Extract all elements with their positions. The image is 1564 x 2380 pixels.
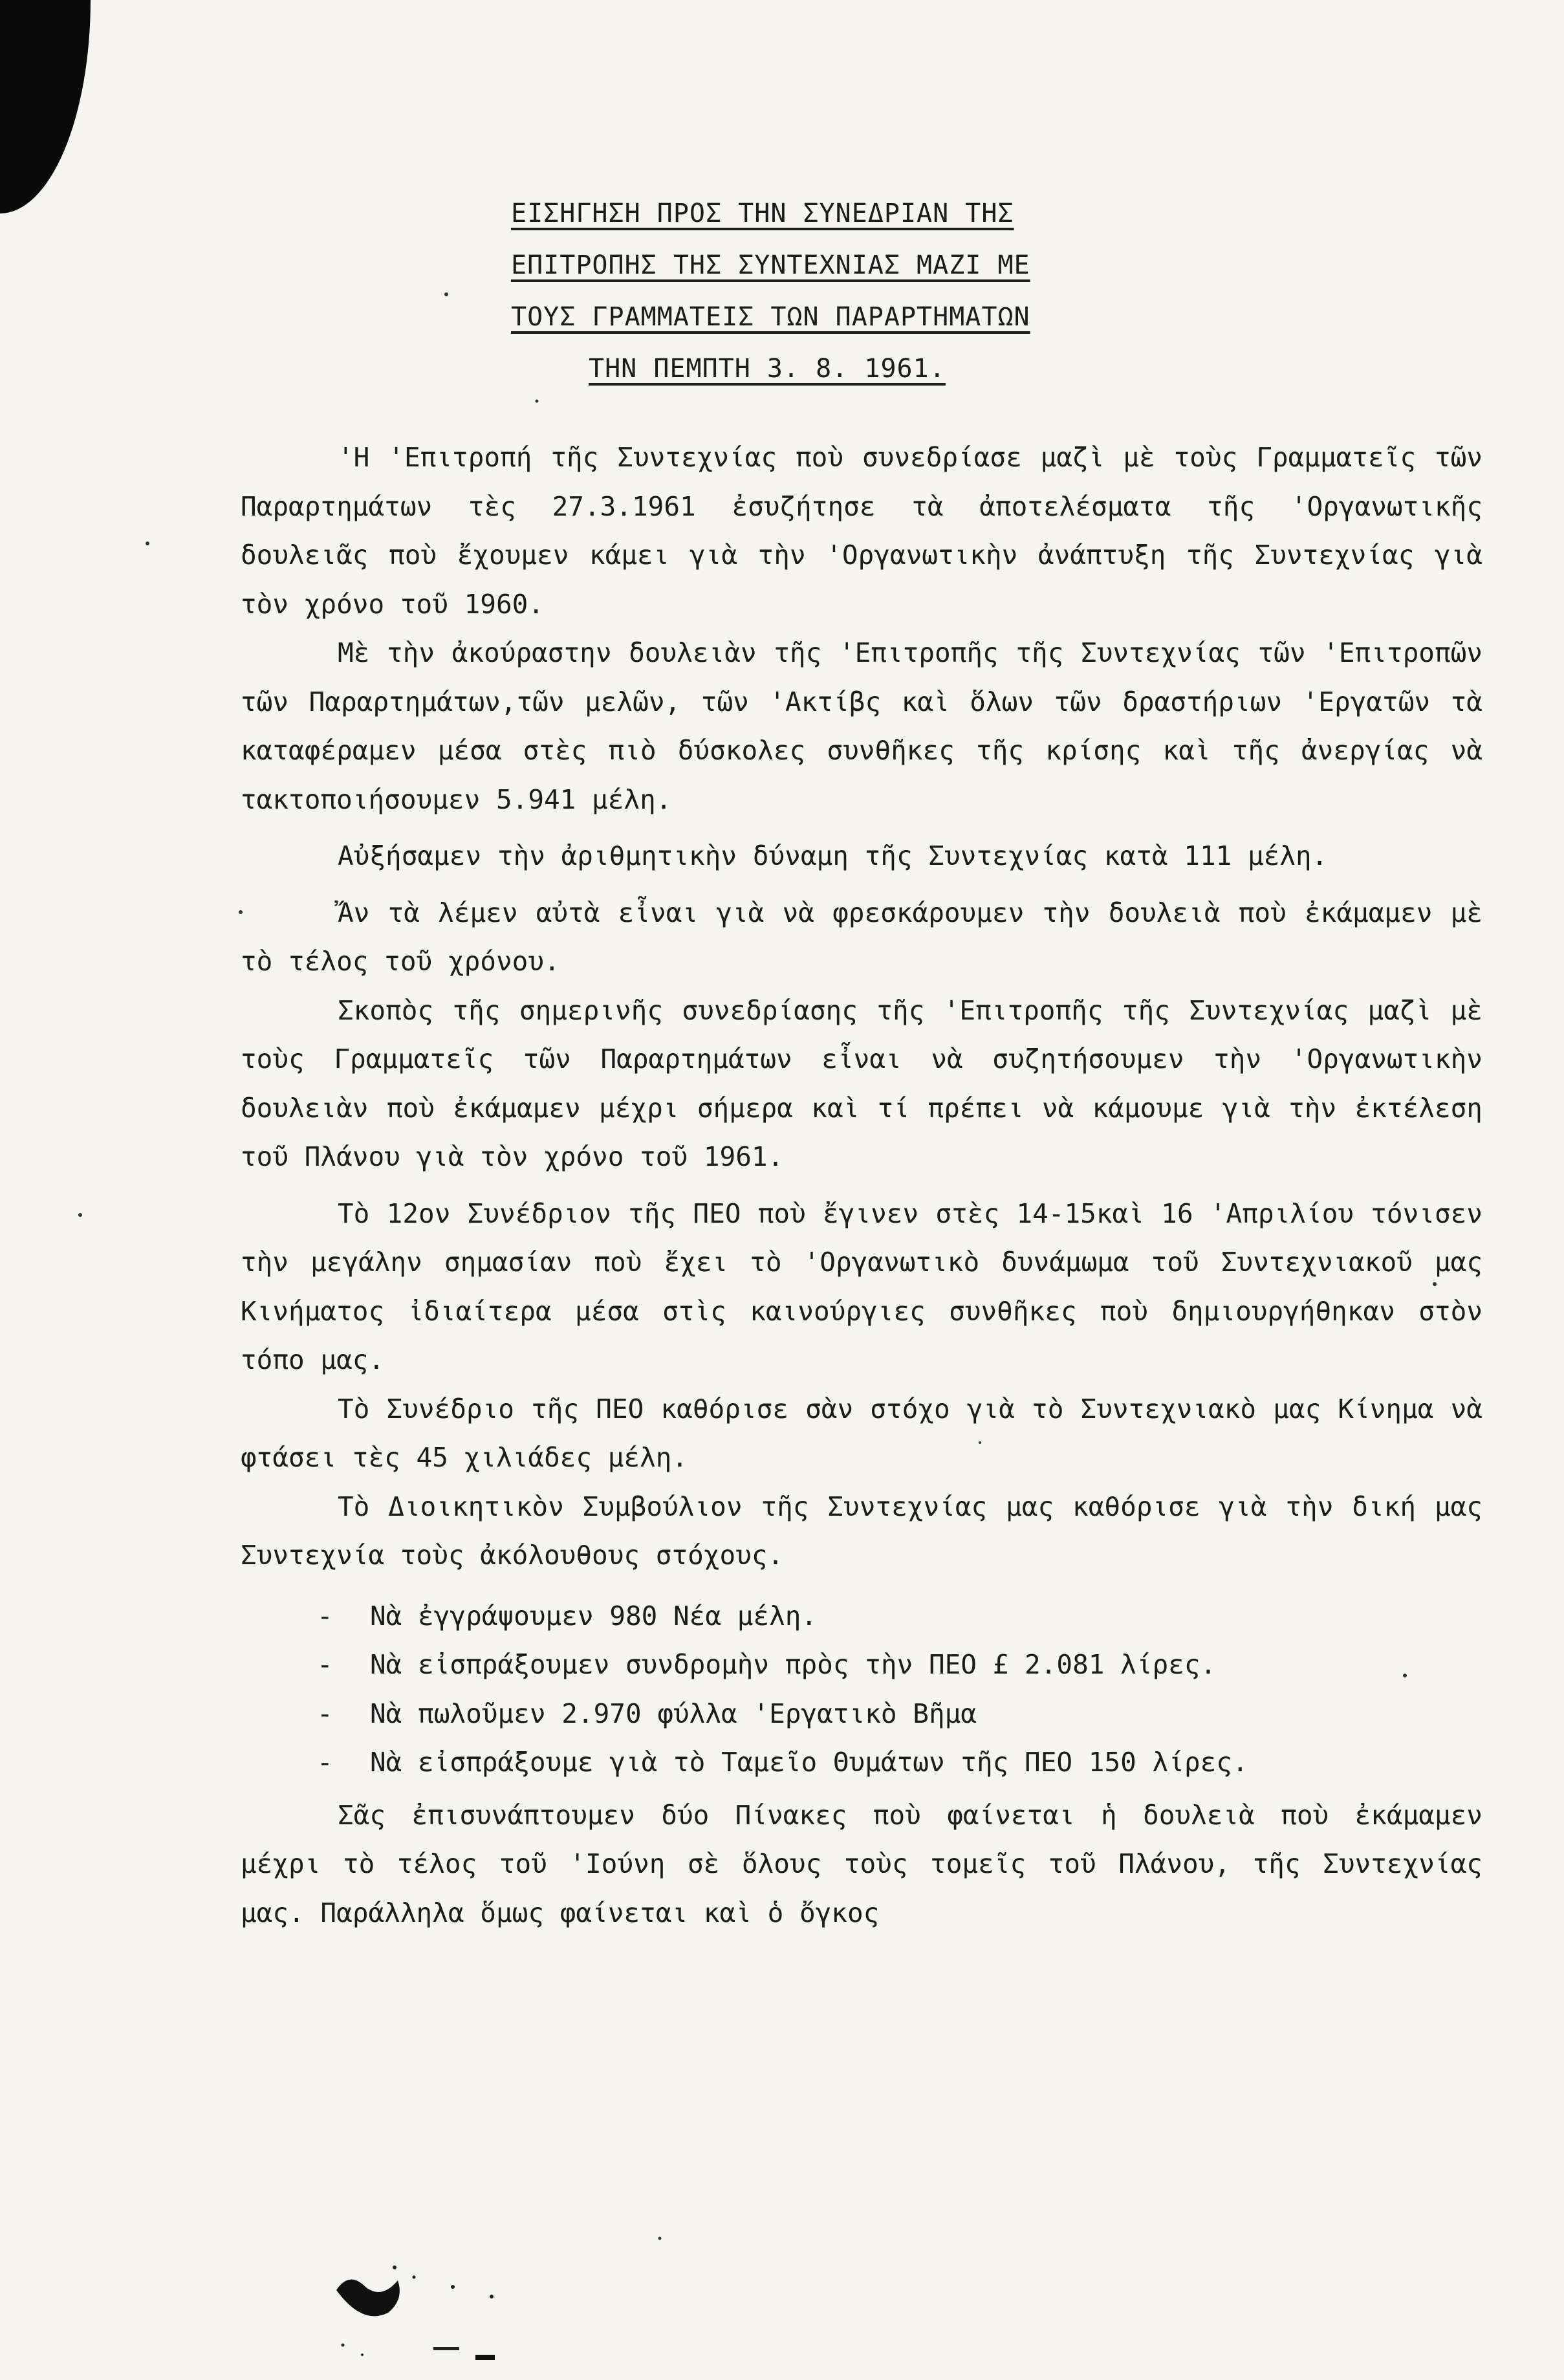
paragraph: Αὐξήσαμεν τὴν ἀριθμητικὴν δύναμη τῆς Συντεχνίας κατὰ 111 μέλη. [338,840,1328,871]
list-item: - Νὰ πωλοῦμεν 2.970 φύλλα 'Εργατικὸ Βῆμα [317,1698,977,1729]
title-line: ΤΟΥΣ ΓΡΑΜΜΑΤΕΙΣ ΤΩΝ ΠΑΡΑΡΤΗΜΑΤΩΝ [511,302,1030,332]
list-item: - Νὰ ἐγγράψουμεν 980 Νέα μέλη. [317,1600,818,1632]
targets-list [241,1592,1483,1787]
paragraph: Τὸ Συνέδριο τῆς ΠΕΟ καθόρισε σὰν στόχο γιὰ τὸ Συντεχνιακὸ μας Κίνημα νὰ φτάσει τὲς 45 χιλιάδες μέλη. [241,1393,1483,1473]
document-body [241,433,1483,1938]
document-title [511,188,1158,395]
paragraph: Ἄν τὰ λέμεν αὐτὰ εἶναι γιὰ νὰ φρεσκάρουμεν τὴν δουλειὰ ποὺ ἐκάμαμεν μὲ τὸ τέλος τοῦ χρόνου. [241,897,1483,977]
paragraph: 'Η 'Επιτροπή τῆς Συντεχνίας ποὺ συνεδρίασε μαζὶ μὲ τοὺς Γραμματεῖς τῶν Παραρτημάτων τὲς 27.3.1961 ἐσυζήτησε τὰ ἀποτελέσματα τῆς 'Οργανωτικῆς δουλειᾶς ποὺ ἔχουμεν κάμει γιὰ τὴν 'Οργανωτικὴν ἀνάπτυξη τῆς Συντεχνίας γιὰ τὸν χρόνο τοῦ 1960. [241,442,1483,620]
title-line: ΕΠΙΤΡΟΠΗΣ ΤΗΣ ΣΥΝΤΕΧΝΙΑΣ ΜΑΖΙ ΜΕ [511,250,1030,280]
closing-paragraph: Σᾶς ἐπισυνάπτουμεν δύο Πίνακες ποὺ φαίνεται ἡ δουλειὰ ποὺ ἐκάμαμεν μέχρι τὸ τέλος τοῦ 'Ιούνη σὲ ὅλους τοὺς τομεῖς τοῦ Πλάνου, τῆς Συντεχνίας μας. Παράλληλα ὅμως φαίνεται καὶ ὁ ὄγκος [241,1799,1483,1928]
paragraph: Σκοπὸς τῆς σημερινῆς συνεδρίασης τῆς 'Επιτροπῆς τῆς Συντεχνίας μαζὶ μὲ τοὺς Γραμματεῖς τῶν Παραρτημάτων εἶναι νὰ συζητήσουμεν τὴν 'Οργανωτικὴν δουλειὰν ποὺ ἐκάμαμεν μέχρι σήμερα καὶ τί πρέπει νὰ κάμουμε γιὰ τὴν ἐκτέλεση τοῦ Πλάνου γιὰ τὸν χρόνο τοῦ 1961. [241,994,1483,1172]
paragraph: Τὸ Διοικητικὸν Συμβούλιον τῆς Συντεχνίας μας καθόρισε γιὰ τὴν δική μας Συντεχνία τοὺς ἀκόλουθους στόχους. [241,1490,1483,1571]
list-item: - Νὰ εἰσπράξουμεν συνδρομὴν πρὸς τὴν ΠΕΟ £ 2.081 λίρες. [317,1649,1217,1680]
title-date-line: ΤΗΝ ΠΕΜΠΤΗ 3. 8. 1961. [589,354,946,384]
list-item: - Νὰ εἰσπράξουμε γιὰ τὸ Ταμεῖο Θυμάτων τῆς ΠΕΟ 150 λίρες. [317,1747,1248,1778]
title-line: ΕΙΣΗΓΗΣΗ ΠΡΟΣ ΤΗΝ ΣΥΝΕΔΡΙΑΝ ΤΗΣ [511,199,1014,228]
paragraph: Τὸ 12ον Συνέδριον τῆς ΠΕΟ ποὺ ἔγινεν στὲς 14-15καὶ 16 'Απριλίου τόνισεν τὴν μεγάλην σημασίαν ποὺ ἔχει τὸ 'Οργανωτικὸ δυνάμωμα τοῦ Συντεχνιακοῦ μας Κινήματος ἰδιαίτερα μέσα στὶς καινούργιες συνθῆκες ποὺ δημιουργήθηκαν στὸν τόπο μας. [241,1197,1483,1375]
scan-corner-shadow [0,0,91,213]
paragraph: Μὲ τὴν ἀκούραστην δουλειὰν τῆς 'Επιτροπῆς τῆς Συντεχνίας τῶν 'Επιτροπῶν τῶν Παραρτημάτων,τῶν μελῶν, τῶν 'Ακτίβς καὶ ὅλων τῶν δραστήριων 'Εργατῶν τὰ καταφέραμεν μέσα στὲς πιὸ δύσκολες συνθῆκες τῆς κρίσης καὶ τῆς ἀνεργίας νὰ τακτοποιήσουμεν 5.941 μέλη. [241,637,1483,815]
